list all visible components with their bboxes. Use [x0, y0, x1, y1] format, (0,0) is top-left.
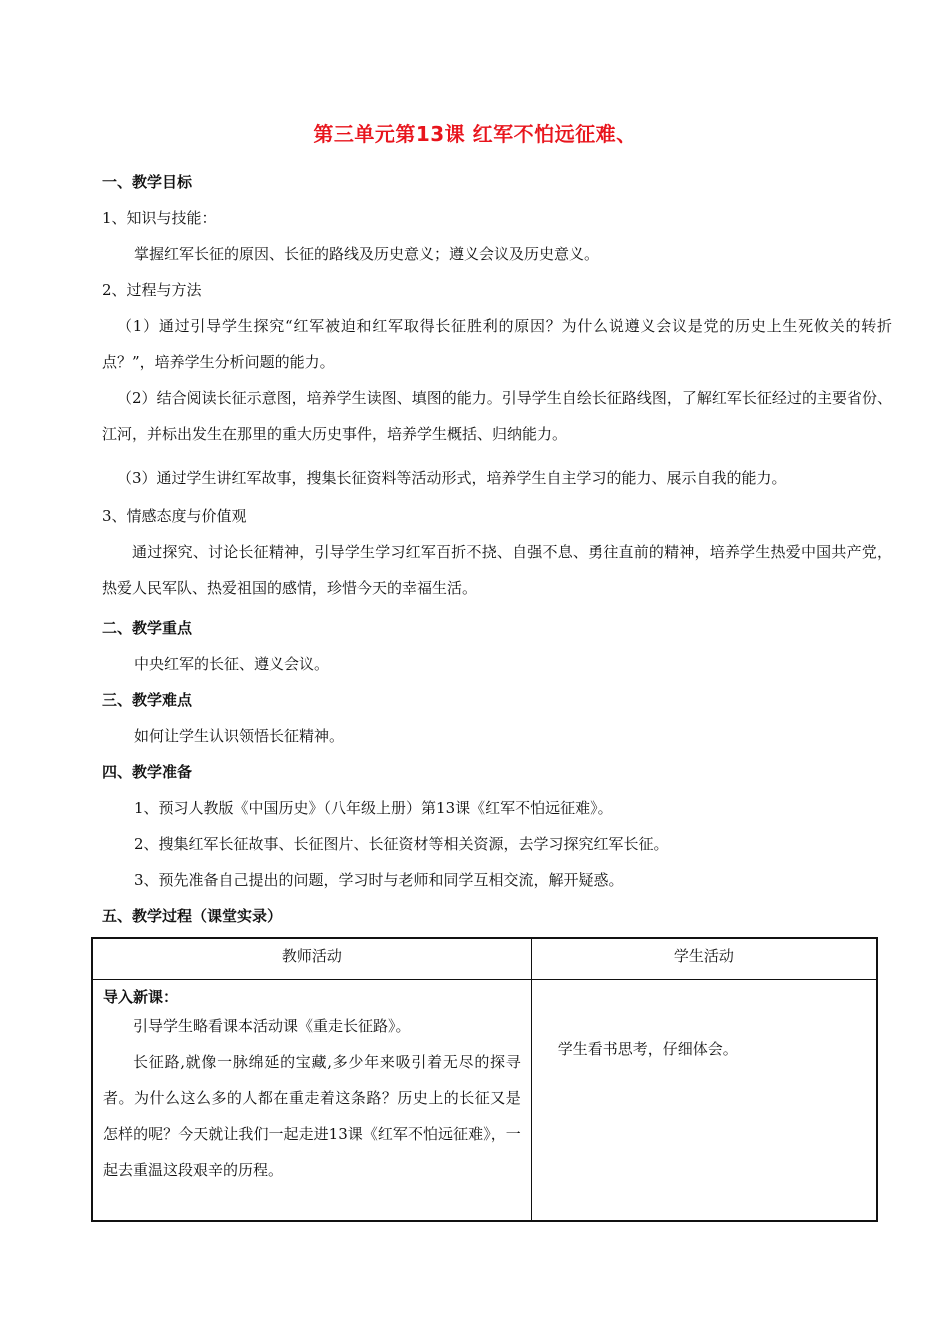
table-header-row [92, 938, 877, 980]
teaching-process-table [91, 937, 878, 1222]
intro-paragraph: 长征路,就像一脉绵延的宝藏,多少年来吸引着无尽的探寻者。为什么这么多的人都在重走着这条路？历史上的长征又是怎样的呢？今天就让我们一起走进13课《红军不怕远征难》，一起去重温这段艰辛的历程。 [103, 1053, 521, 1179]
prep-item: 1、预习人教版《中国历史》（八年级上册）第13课《红军不怕远征难》。 [134, 799, 613, 817]
prep-item: 2、搜集红军长征故事、长征图片、长征资材等相关资源，去学习探究红军长征。 [134, 835, 669, 853]
section-heading-process: 五、教学过程（课堂实录） [102, 907, 283, 925]
goals-process-p3: （3）通过学生讲红军故事，搜集长征资料等活动形式，培养学生自主学习的能力、展示自我的能力。 [117, 469, 787, 487]
student-activity-cell [531, 980, 877, 1222]
goals-process-p2: （2）结合阅读长征示意图，培养学生读图、填图的能力。引导学生自绘长征路线图，了解红军长征经过的主要省份、江河，并标出发生在那里的重大历史事件，培养学生概括、归纳能力。 [102, 389, 892, 443]
page-title: 第三单元第13课 红军不怕远征难、 [313, 122, 637, 146]
goals-sub-values: 3、情感态度与价值观 [102, 507, 247, 525]
intro-heading: 导入新课： [103, 988, 179, 1006]
difficulty-text: 如何让学生认识领悟长征精神。 [134, 727, 345, 745]
teacher-activity-cell [92, 980, 531, 1222]
goals-sub-process: 2、过程与方法 [102, 281, 202, 299]
goals-knowledge-text: 掌握红军长征的原因、长征的路线及历史意义；遵义会议及历史意义。 [134, 245, 600, 263]
intro-paragraph: 引导学生略看课本活动课《重走长征路》。 [133, 1017, 411, 1035]
prep-item: 3、预先准备自己提出的问题，学习时与老师和同学互相交流，解开疑惑。 [134, 871, 624, 889]
section-heading-key: 二、教学重点 [102, 619, 193, 637]
student-activity-text: 学生看书思考，仔细体会。 [557, 1040, 738, 1058]
goals-process-p1: （1）通过引导学生探究“红军被迫和红军取得长征胜利的原因？为什么说遵义会议是党的历史上生死攸关的转折点？”，培养学生分析问题的能力。 [102, 317, 892, 371]
section-heading-goals: 一、教学目标 [102, 173, 193, 191]
key-text: 中央红军的长征、遵义会议。 [134, 655, 330, 673]
section-heading-difficulty: 三、教学难点 [102, 691, 193, 709]
column-header-student: 学生活动 [531, 938, 877, 980]
section-heading-prep: 四、教学准备 [102, 763, 193, 781]
goals-values-text: 通过探究、讨论长征精神，引导学生学习红军百折不挠、自强不息、勇往直前的精神，培养学生热爱中国共产党，热爱人民军队、热爱祖国的感情，珍惜今天的幸福生活。 [102, 543, 892, 597]
table-row [92, 980, 877, 1222]
goals-sub-knowledge: 1、知识与技能： [102, 209, 217, 227]
column-header-teacher: 教师活动 [92, 938, 531, 980]
